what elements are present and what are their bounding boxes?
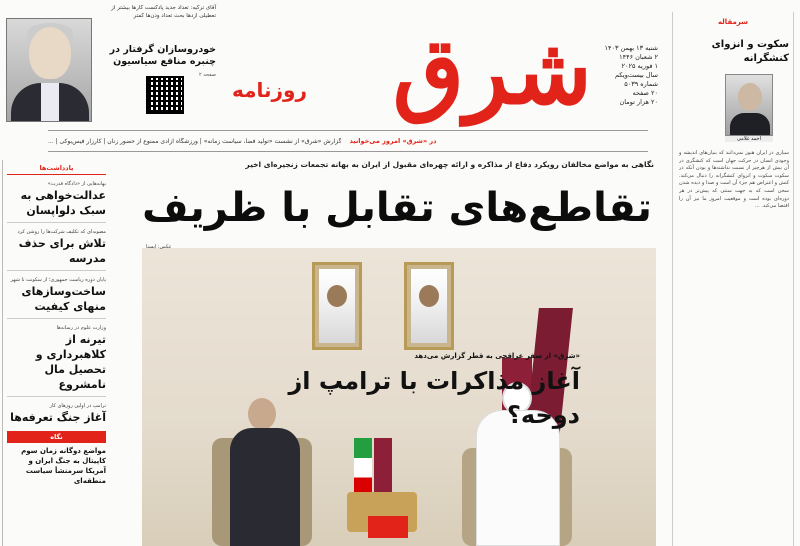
item-kicker: وزارت علوم در رسانه‌ها — [56, 325, 106, 331]
editorial-column — [672, 12, 794, 546]
dateline-line: شماره ۵۰۳۹ — [624, 80, 658, 88]
notes-label: یادداشت‌ها — [7, 164, 106, 175]
dateline-line: سال بیست‌و‌یکم — [614, 71, 658, 79]
editorial-body: سیاری در ایران هنوز نمی‌دانند که بنیان‌های اندیشه و وجودی انسان در حرکت جهان است که کنشگری در آن بیش از هرچیز از نسبت نداشته‌ها و بودن آنکه در سکوت سکوت و انزوای کنشگرانه را دنبال می‌کند. کنش و اعتراض هم جزء آن است و صدا و دیده شدن سخن است که به جهت سنتی که پیش‌تر در هر دوره‌ای بوده است و موقعیت امروز ما نیز آن را اقتضا می‌کند. ... — [679, 150, 789, 210]
notes-column — [2, 160, 110, 546]
dateline-line: ۲۰ هزار تومان — [619, 98, 658, 106]
photo-headline[interactable]: آغاز مذاکرات با ترامپ از دوحه؟ — [288, 367, 580, 429]
editorial-label: سرمقاله — [717, 18, 749, 26]
photo-kicker: «شرق» از سفر عراقچی به قطر گزارش می‌دهد — [414, 352, 580, 360]
section-label: نگاه — [7, 431, 106, 443]
item-kicker: ترامپ در اولین روزهای کار — [49, 403, 106, 409]
top-left-teaser[interactable] — [6, 4, 216, 134]
author-name: احمد غلامی — [725, 136, 773, 142]
qr-code-icon — [146, 76, 184, 114]
item-kicker: بهانه‌هایی از «دادگاه قدرت» — [47, 181, 106, 187]
in-this-issue-label: در «شرق» امروز می‌خوانید — [349, 137, 437, 145]
editorial-title[interactable]: سکوت و انزوای کنشگرانه — [711, 39, 789, 64]
item-headline[interactable]: ساخت‌وسازهای منهای کیفیت — [21, 285, 106, 313]
item-kicker: مصوبه‌ای که تکلیف شرکت‌ها را روشن کرد — [17, 229, 106, 235]
in-this-issue-items[interactable]: گزارش «شرق» از نشست «تولید فضا، سیاست زمانه» | ورزشگاه آزادی ممنوع از حضور زنان | کارزار فیس‌بوکی | ... — [48, 137, 342, 145]
list-item[interactable] — [7, 181, 106, 223]
dateline-line: ۲۰ صفحه — [632, 89, 658, 97]
dateline-line: شنبه ۱۳ بهمن ۱۴۰۳ — [604, 44, 658, 52]
iran-flag-icon — [354, 438, 372, 498]
list-item[interactable] — [7, 229, 106, 271]
teaser-portrait — [6, 18, 92, 122]
logo-main: شرق — [392, 17, 592, 125]
photo-credit: عکس: ایسنا — [146, 244, 172, 250]
final-headline[interactable]: مواضع دوگانه زمان سوم کاپیتال به جنگ ایران و آمریکا سرمنشأ سیاست منطقه‌ای — [21, 447, 106, 485]
list-item[interactable] — [7, 325, 106, 397]
list-item[interactable] — [7, 277, 106, 319]
dateline-line: ۱ فوریه ۲۰۲۵ — [621, 62, 658, 70]
item-headline[interactable]: آغاز جنگ تعرفه‌ها — [10, 411, 106, 424]
list-item[interactable] — [7, 403, 106, 425]
teaser-headline[interactable]: خودروسازان گرفتار در چنبره منافع سیاسیون — [109, 44, 216, 67]
qatar-flag-icon — [374, 438, 392, 498]
dateline-line: ۲ شعبان ۱۴۴۶ — [619, 53, 658, 61]
in-this-issue-bar — [48, 130, 648, 152]
main-headline[interactable]: تقاطع‌های تقابل با ظریف — [142, 185, 652, 231]
main-kicker: نگاهی به مواضع مخالفان رویکرد دفاع از مذاکره و ارائه چهره‌ای مقبول از ایران به بهانه تجمعات زنجیره‌ای اخیر — [245, 160, 654, 169]
teaser-kicker: آقای ترکیه: تعداد جدید پادکست کارها بیشتر از تعطیلی ازدها بحث تعداد ودن‌ها کمتر — [111, 5, 216, 19]
item-headline[interactable]: عدالت‌خواهی به سبک دلواپسان — [20, 189, 106, 217]
logo — [228, 0, 636, 130]
teaser-page-ref: صفحه ۲ — [199, 72, 216, 78]
item-kicker: پایان دوره ریاست جمهوری؛ از سکونت تا شهر — [10, 277, 106, 283]
item-headline[interactable]: تلاش برای حذف مدرسه — [18, 237, 106, 265]
logo-sub: روزنامه — [232, 78, 307, 102]
author-photo — [725, 74, 773, 136]
item-headline[interactable]: تیرنه از کلاهبرداری و تحصیل مال نامشروع — [35, 333, 106, 391]
dateline — [588, 44, 658, 107]
